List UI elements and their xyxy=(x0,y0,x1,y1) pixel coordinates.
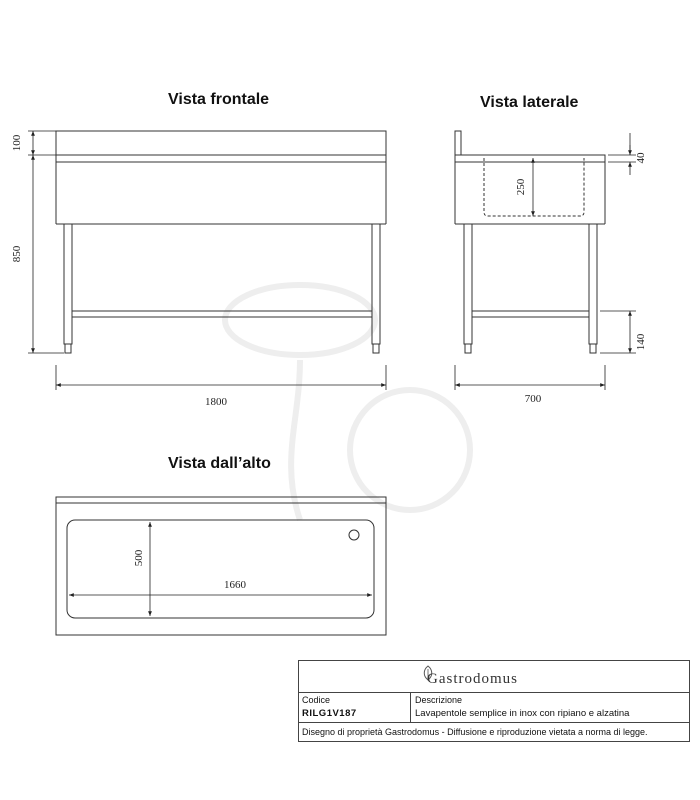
code-value: RILG1V187 xyxy=(302,708,357,719)
front-dim-height: 850 xyxy=(11,245,23,263)
description-cell xyxy=(411,693,689,722)
front-view xyxy=(56,131,386,353)
side-view-title: Vista laterale xyxy=(480,94,579,111)
side-upstand xyxy=(455,131,461,155)
side-dim-shelf: 140 xyxy=(635,333,647,351)
copyright-footer: Disegno di proprietà Gastrodomus - Diffusione e riproduzione vietata a norma di legge. xyxy=(302,727,648,737)
description-value: Lavapentole semplice in inox con ripiano e alzatina xyxy=(415,708,630,719)
front-shelf xyxy=(72,311,372,317)
side-top xyxy=(455,155,605,162)
front-view-title: Vista frontale xyxy=(168,91,270,108)
description-label: Descrizione xyxy=(415,695,463,705)
top-view xyxy=(56,497,386,635)
front-foot-left xyxy=(65,344,71,353)
front-leg-left xyxy=(64,224,72,344)
front-top xyxy=(56,155,386,162)
brand-name: Gastrodomus xyxy=(427,671,518,687)
side-leg-right xyxy=(589,224,597,344)
top-drain-hole xyxy=(349,530,359,540)
side-basin-hidden xyxy=(484,158,584,216)
side-dimensions xyxy=(455,133,636,390)
front-upstand xyxy=(56,131,386,155)
side-view xyxy=(455,131,605,353)
code-cell xyxy=(299,693,411,722)
top-dim-basin-width: 500 xyxy=(133,549,145,567)
top-view-title: Vista dall’alto xyxy=(168,455,271,472)
watermark xyxy=(225,285,470,520)
top-dimensions xyxy=(69,522,372,616)
side-dim-basin-depth: 250 xyxy=(515,178,527,196)
side-shelf xyxy=(472,311,589,317)
side-leg-left xyxy=(464,224,472,344)
title-block xyxy=(298,660,690,742)
front-dim-upstand: 100 xyxy=(11,134,23,152)
side-dim-depth: 700 xyxy=(524,393,542,405)
side-dim-upstand: 40 xyxy=(635,152,647,164)
front-foot-right xyxy=(373,344,379,353)
title-block-header xyxy=(299,661,689,693)
front-dim-width: 1800 xyxy=(205,396,227,408)
title-block-info-row xyxy=(299,693,689,723)
top-basin xyxy=(67,520,374,618)
top-outline xyxy=(56,497,386,635)
top-dim-basin-length: 1660 xyxy=(224,579,246,591)
code-label: Codice xyxy=(302,695,331,705)
